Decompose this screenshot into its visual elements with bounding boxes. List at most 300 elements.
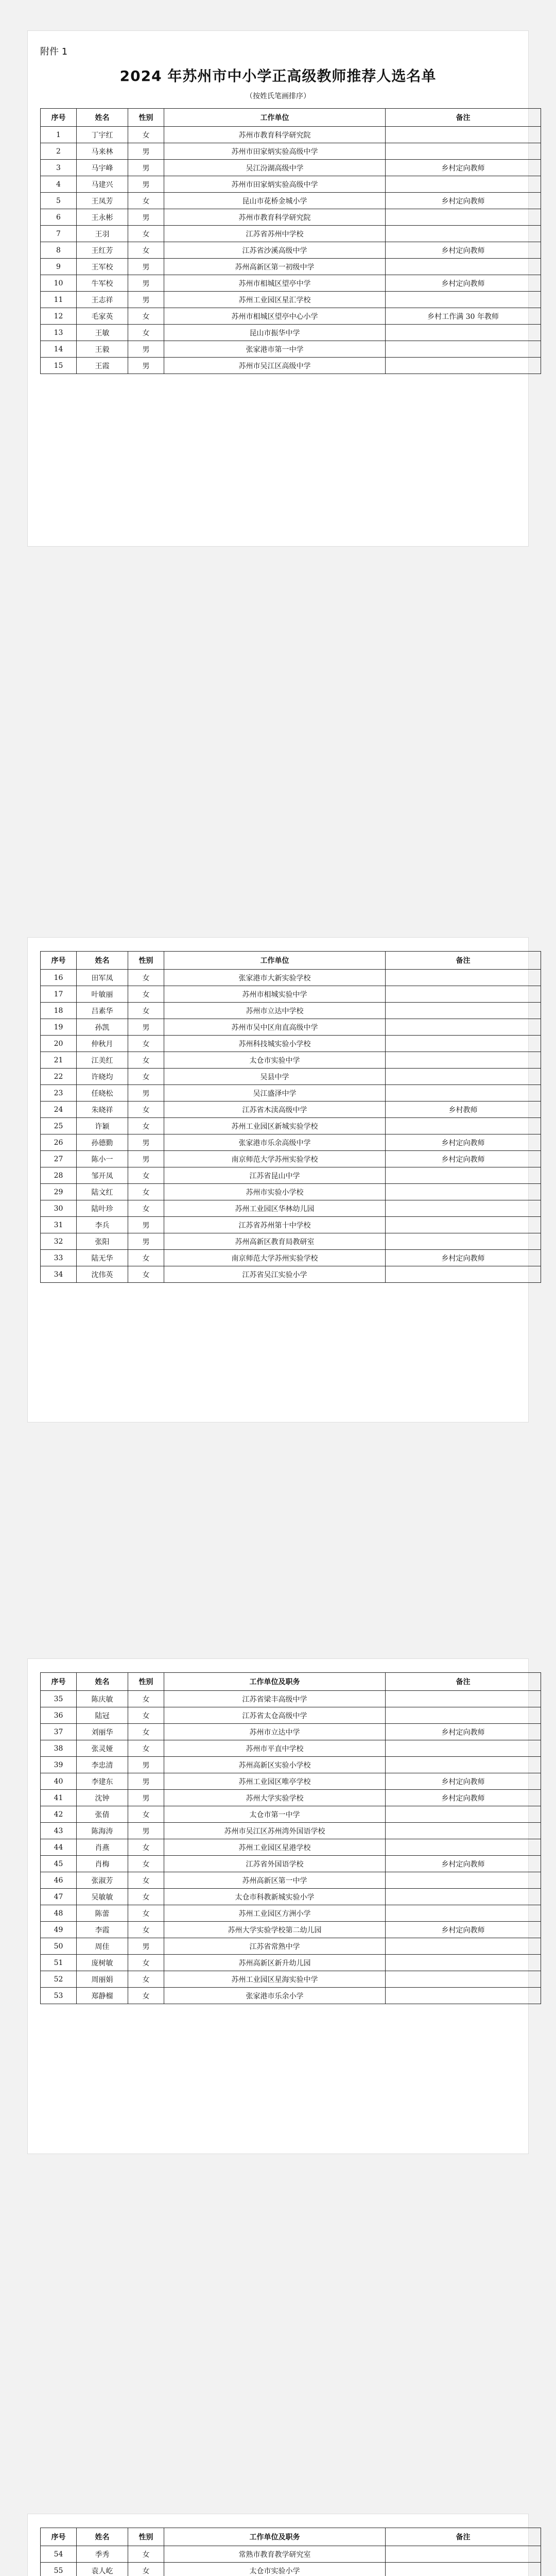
cell-gender: 女 [128, 1069, 164, 1085]
cell-index: 46 [41, 1872, 77, 1889]
cell-index: 38 [41, 1740, 77, 1757]
cell-unit: 苏州工业园区新城实验学校 [164, 1118, 386, 1134]
cell-remark [386, 1839, 541, 1856]
cell-name: 马来林 [77, 143, 128, 160]
cell-remark [386, 1019, 541, 1036]
header-index: 序号 [41, 2528, 77, 2546]
cell-remark [386, 209, 541, 226]
cell-unit: 江苏省苏州第十中学校 [164, 1217, 386, 1233]
cell-remark: 乡村定向教师 [386, 160, 541, 176]
cell-unit: 苏州高新区新升幼儿园 [164, 1955, 386, 1971]
cell-remark: 乡村定向教师 [386, 1790, 541, 1806]
cell-remark: 乡村定向教师 [386, 242, 541, 259]
cell-name: 王志祥 [77, 292, 128, 308]
cell-name: 丁宇红 [77, 127, 128, 143]
cell-name: 牛军校 [77, 275, 128, 292]
table-row [41, 1250, 541, 1266]
header-remark: 备注 [386, 2528, 541, 2546]
cell-gender: 女 [128, 1889, 164, 1905]
table-header-row [41, 109, 541, 127]
cell-unit: 苏州工业园区星港学校 [164, 1839, 386, 1856]
table-row [41, 970, 541, 986]
cell-unit: 苏州市教育科学研究院 [164, 209, 386, 226]
table-row [41, 176, 541, 193]
table-row [41, 1707, 541, 1724]
table-header-row [41, 2528, 541, 2546]
header-gender: 性别 [128, 952, 164, 970]
cell-name: 沈钟 [77, 1790, 128, 1806]
header-gender: 性别 [128, 1673, 164, 1691]
cell-name: 吴敏敏 [77, 1889, 128, 1905]
header-unit: 工作单位及职务 [164, 1673, 386, 1691]
cell-index: 16 [41, 970, 77, 986]
cell-name: 张淑芳 [77, 1872, 128, 1889]
cell-index: 15 [41, 358, 77, 374]
cell-name: 袁人屹 [77, 2563, 128, 2576]
cell-unit: 苏州市立达中学校 [164, 1003, 386, 1019]
cell-unit: 江苏省太仓高级中学 [164, 1707, 386, 1724]
cell-remark: 乡村工作满 30 年教师 [386, 308, 541, 325]
cell-name: 陈蕾 [77, 1905, 128, 1922]
cell-remark [386, 1217, 541, 1233]
cell-gender: 男 [128, 1217, 164, 1233]
header-name: 姓名 [77, 109, 128, 127]
cell-name: 许晓均 [77, 1069, 128, 1085]
cell-remark [386, 1118, 541, 1134]
cell-index: 6 [41, 209, 77, 226]
cell-name: 王军校 [77, 259, 128, 275]
cell-index: 14 [41, 341, 77, 358]
table-row [41, 1200, 541, 1217]
cell-index: 51 [41, 1955, 77, 1971]
cell-unit: 苏州高新区实验小学校 [164, 1757, 386, 1773]
cell-remark [386, 226, 541, 242]
cell-gender: 男 [128, 1134, 164, 1151]
table-row [41, 1740, 541, 1757]
cell-index: 50 [41, 1938, 77, 1955]
cell-gender: 女 [128, 308, 164, 325]
cell-name: 陆冠 [77, 1707, 128, 1724]
cell-gender: 女 [128, 970, 164, 986]
cell-gender: 男 [128, 1938, 164, 1955]
cell-gender: 男 [128, 160, 164, 176]
table-row [41, 1856, 541, 1872]
table-row [41, 308, 541, 325]
cell-index: 2 [41, 143, 77, 160]
cell-name: 郑静榴 [77, 1988, 128, 2004]
cell-index: 19 [41, 1019, 77, 1036]
cell-unit: 苏州科技城实验小学校 [164, 1036, 386, 1052]
cell-gender: 女 [128, 1036, 164, 1052]
cell-unit: 苏州大学实验学校第二幼儿园 [164, 1922, 386, 1938]
table-header-row [41, 1673, 541, 1691]
cell-name: 许颖 [77, 1118, 128, 1134]
table-row [41, 1134, 541, 1151]
cell-index: 28 [41, 1167, 77, 1184]
cell-gender: 男 [128, 292, 164, 308]
cell-unit: 吴江盛泽中学 [164, 1085, 386, 1101]
cell-remark: 乡村定向教师 [386, 1724, 541, 1740]
cell-name: 邹开凤 [77, 1167, 128, 1184]
cell-gender: 女 [128, 193, 164, 209]
cell-index: 18 [41, 1003, 77, 1019]
cell-unit: 苏州市吴中区甪直高级中学 [164, 1019, 386, 1036]
cell-name: 王霞 [77, 358, 128, 374]
cell-name: 肖燕 [77, 1839, 128, 1856]
cell-name: 王凤芳 [77, 193, 128, 209]
cell-index: 26 [41, 1134, 77, 1151]
cell-remark [386, 2546, 541, 2563]
cell-unit: 苏州市教育科学研究院 [164, 127, 386, 143]
cell-gender: 女 [128, 1839, 164, 1856]
cell-index: 9 [41, 259, 77, 275]
cell-index: 49 [41, 1922, 77, 1938]
cell-index: 47 [41, 1889, 77, 1905]
cell-gender: 男 [128, 1823, 164, 1839]
cell-index: 3 [41, 160, 77, 176]
cell-unit: 张家港市乐余小学 [164, 1988, 386, 2004]
cell-gender: 女 [128, 242, 164, 259]
candidate-table-3 [40, 1672, 541, 2004]
cell-index: 37 [41, 1724, 77, 1740]
cell-remark [386, 1233, 541, 1250]
cell-gender: 男 [128, 341, 164, 358]
cell-gender: 女 [128, 1184, 164, 1200]
cell-remark [386, 1938, 541, 1955]
table-row [41, 341, 541, 358]
cell-name: 李兵 [77, 1217, 128, 1233]
cell-name: 陆无华 [77, 1250, 128, 1266]
cell-name: 江美红 [77, 1052, 128, 1069]
cell-gender: 男 [128, 275, 164, 292]
document-subtitle: （按姓氏笔画排序） [246, 92, 310, 100]
table-row [41, 1839, 541, 1856]
cell-remark: 乡村定向教师 [386, 1922, 541, 1938]
page-2 [28, 938, 528, 1422]
cell-name: 陈庆敏 [77, 1691, 128, 1707]
cell-index: 10 [41, 275, 77, 292]
header-name: 姓名 [77, 1673, 128, 1691]
cell-index: 21 [41, 1052, 77, 1069]
cell-name: 田军凤 [77, 970, 128, 986]
cell-index: 17 [41, 986, 77, 1003]
cell-index: 23 [41, 1085, 77, 1101]
cell-index: 42 [41, 1806, 77, 1823]
cell-gender: 女 [128, 1691, 164, 1707]
cell-gender: 女 [128, 1806, 164, 1823]
cell-gender: 男 [128, 1757, 164, 1773]
table-row [41, 1938, 541, 1955]
cell-unit: 苏州市相城区望亭中学 [164, 275, 386, 292]
table-row [41, 1069, 541, 1085]
cell-name: 叶敏丽 [77, 986, 128, 1003]
cell-index: 8 [41, 242, 77, 259]
cell-name: 肖梅 [77, 1856, 128, 1872]
cell-remark: 乡村定向教师 [386, 1134, 541, 1151]
table-row [41, 1118, 541, 1134]
cell-index: 24 [41, 1101, 77, 1118]
table-row [41, 1217, 541, 1233]
cell-gender: 男 [128, 1151, 164, 1167]
cell-unit: 江苏省昆山中学 [164, 1167, 386, 1184]
cell-gender: 男 [128, 1773, 164, 1790]
table-row [41, 143, 541, 160]
cell-unit: 昆山市振华中学 [164, 325, 386, 341]
cell-remark [386, 127, 541, 143]
cell-remark [386, 2563, 541, 2576]
cell-unit: 苏州工业园区星汇学校 [164, 292, 386, 308]
header-gender: 性别 [128, 109, 164, 127]
cell-name: 朱晓祥 [77, 1101, 128, 1118]
cell-name: 陆叶珍 [77, 1200, 128, 1217]
cell-index: 32 [41, 1233, 77, 1250]
cell-index: 20 [41, 1036, 77, 1052]
header-gender: 性别 [128, 2528, 164, 2546]
cell-unit: 苏州工业园区华林幼儿园 [164, 1200, 386, 1217]
cell-remark: 乡村定向教师 [386, 1856, 541, 1872]
header-name: 姓名 [77, 952, 128, 970]
cell-remark [386, 358, 541, 374]
cell-gender: 男 [128, 143, 164, 160]
table-row [41, 1806, 541, 1823]
cell-remark [386, 1740, 541, 1757]
cell-gender: 女 [128, 226, 164, 242]
header-remark: 备注 [386, 109, 541, 127]
cell-unit: 南京师范大学苏州实验学校 [164, 1250, 386, 1266]
cell-remark: 乡村定向教师 [386, 1773, 541, 1790]
cell-gender: 女 [128, 1266, 164, 1283]
cell-index: 45 [41, 1856, 77, 1872]
table-row [41, 1988, 541, 2004]
cell-remark: 乡村定向教师 [386, 1151, 541, 1167]
cell-gender: 女 [128, 1988, 164, 2004]
cell-name: 李建东 [77, 1773, 128, 1790]
header-unit: 工作单位及职务 [164, 2528, 386, 2546]
cell-index: 55 [41, 2563, 77, 2576]
cell-name: 仲秋月 [77, 1036, 128, 1052]
page-3 [28, 1659, 528, 2154]
cell-unit: 江苏省常熟中学 [164, 1938, 386, 1955]
cell-remark [386, 1806, 541, 1823]
cell-name: 陈海涛 [77, 1823, 128, 1839]
cell-remark [386, 1707, 541, 1724]
cell-unit: 常熟市教育教学研究室 [164, 2546, 386, 2563]
cell-gender: 男 [128, 1790, 164, 1806]
cell-index: 1 [41, 127, 77, 143]
table-row [41, 2563, 541, 2576]
cell-index: 36 [41, 1707, 77, 1724]
table-row [41, 1691, 541, 1707]
cell-name: 孙凯 [77, 1019, 128, 1036]
table-row [41, 1019, 541, 1036]
header-index: 序号 [41, 1673, 77, 1691]
header-index: 序号 [41, 109, 77, 127]
table-row [41, 1167, 541, 1184]
cell-gender: 女 [128, 1167, 164, 1184]
cell-gender: 女 [128, 1872, 164, 1889]
table-row [41, 1872, 541, 1889]
cell-unit: 苏州市实验小学校 [164, 1184, 386, 1200]
cell-unit: 吴县中学 [164, 1069, 386, 1085]
table-row [41, 226, 541, 242]
cell-name: 王敏 [77, 325, 128, 341]
cell-remark: 乡村教师 [386, 1101, 541, 1118]
page-1 [28, 31, 528, 546]
cell-remark [386, 1184, 541, 1200]
cell-unit: 江苏省梁丰高级中学 [164, 1691, 386, 1707]
cell-gender: 女 [128, 325, 164, 341]
cell-gender: 女 [128, 1724, 164, 1740]
table-row [41, 160, 541, 176]
cell-index: 29 [41, 1184, 77, 1200]
cell-index: 44 [41, 1839, 77, 1856]
cell-gender: 女 [128, 1971, 164, 1988]
table-row [41, 1266, 541, 1283]
cell-unit: 苏州市相城区望亭中心小学 [164, 308, 386, 325]
cell-index: 53 [41, 1988, 77, 2004]
cell-gender: 女 [128, 2546, 164, 2563]
cell-gender: 男 [128, 259, 164, 275]
cell-unit: 张家港市乐余高级中学 [164, 1134, 386, 1151]
header-remark: 备注 [386, 952, 541, 970]
table-row [41, 1052, 541, 1069]
page-4 [28, 2514, 528, 2576]
cell-remark: 乡村定向教师 [386, 193, 541, 209]
cell-index: 41 [41, 1790, 77, 1806]
table-row [41, 292, 541, 308]
cell-unit: 张家港市大新实验学校 [164, 970, 386, 986]
cell-name: 刘丽华 [77, 1724, 128, 1740]
header-name: 姓名 [77, 2528, 128, 2546]
cell-name: 周佳 [77, 1938, 128, 1955]
header-index: 序号 [41, 952, 77, 970]
cell-index: 7 [41, 226, 77, 242]
cell-remark [386, 1757, 541, 1773]
cell-index: 27 [41, 1151, 77, 1167]
cell-remark [386, 1691, 541, 1707]
cell-index: 25 [41, 1118, 77, 1134]
table-row [41, 1773, 541, 1790]
cell-gender: 女 [128, 1003, 164, 1019]
cell-unit: 苏州大学实验学校 [164, 1790, 386, 1806]
cell-unit: 江苏省吴江实验小学 [164, 1266, 386, 1283]
table-row [41, 1823, 541, 1839]
cell-index: 12 [41, 308, 77, 325]
table-row [41, 209, 541, 226]
cell-unit: 吴江汾湖高级中学 [164, 160, 386, 176]
cell-unit: 苏州市田家炳实验高级中学 [164, 176, 386, 193]
candidate-table-1 [40, 108, 541, 374]
cell-remark [386, 1200, 541, 1217]
cell-remark [386, 1988, 541, 2004]
cell-gender: 女 [128, 1118, 164, 1134]
cell-index: 48 [41, 1905, 77, 1922]
table-row [41, 1151, 541, 1167]
table-row [41, 1971, 541, 1988]
cell-name: 张阳 [77, 1233, 128, 1250]
table-header-row [41, 952, 541, 970]
cell-unit: 苏州市田家炳实验高级中学 [164, 143, 386, 160]
table-row [41, 1724, 541, 1740]
cell-index: 11 [41, 292, 77, 308]
cell-index: 35 [41, 1691, 77, 1707]
cell-remark [386, 143, 541, 160]
cell-index: 39 [41, 1757, 77, 1773]
cell-remark [386, 176, 541, 193]
cell-gender: 女 [128, 1922, 164, 1938]
table-row [41, 1790, 541, 1806]
cell-gender: 女 [128, 1856, 164, 1872]
cell-unit: 苏州高新区第一初级中学 [164, 259, 386, 275]
cell-name: 季秀 [77, 2546, 128, 2563]
cell-name: 李霞 [77, 1922, 128, 1938]
cell-name: 王羽 [77, 226, 128, 242]
cell-remark [386, 1003, 541, 1019]
cell-gender: 女 [128, 1707, 164, 1724]
table-row [41, 1757, 541, 1773]
cell-remark [386, 1905, 541, 1922]
table-row [41, 1955, 541, 1971]
cell-index: 31 [41, 1217, 77, 1233]
table-row [41, 325, 541, 341]
cell-remark: 乡村定向教师 [386, 275, 541, 292]
table-row [41, 259, 541, 275]
cell-unit: 太仓市第一中学 [164, 1806, 386, 1823]
cell-unit: 江苏省木渎高级中学 [164, 1101, 386, 1118]
cell-name: 沈伟英 [77, 1266, 128, 1283]
document-title: 2024 年苏州市中小学正高级教师推荐人选名单 [119, 67, 437, 84]
cell-gender: 女 [128, 2563, 164, 2576]
cell-gender: 女 [128, 1955, 164, 1971]
cell-unit: 苏州高新区第一中学 [164, 1872, 386, 1889]
cell-remark: 乡村定向教师 [386, 1250, 541, 1266]
cell-remark [386, 1069, 541, 1085]
cell-name: 庞树敏 [77, 1955, 128, 1971]
candidate-table-4 [40, 2528, 541, 2576]
cell-name: 吕素华 [77, 1003, 128, 1019]
cell-unit: 苏州市立达中学 [164, 1724, 386, 1740]
cell-unit: 南京师范大学苏州实验学校 [164, 1151, 386, 1167]
cell-name: 周丽娟 [77, 1971, 128, 1988]
cell-remark [386, 292, 541, 308]
cell-unit: 苏州市吴江区高级中学 [164, 358, 386, 374]
table-row [41, 1889, 541, 1905]
cell-index: 54 [41, 2546, 77, 2563]
cell-index: 43 [41, 1823, 77, 1839]
cell-name: 张灵娅 [77, 1740, 128, 1757]
cell-name: 马建兴 [77, 176, 128, 193]
cell-name: 王永彬 [77, 209, 128, 226]
cell-remark [386, 1889, 541, 1905]
table-row [41, 1085, 541, 1101]
cell-remark [386, 1823, 541, 1839]
cell-gender: 男 [128, 358, 164, 374]
table-row [41, 1184, 541, 1200]
cell-unit: 苏州工业园区唯亭学校 [164, 1773, 386, 1790]
table-row [41, 1905, 541, 1922]
cell-unit: 江苏省外国语学校 [164, 1856, 386, 1872]
cell-name: 王毅 [77, 341, 128, 358]
cell-index: 5 [41, 193, 77, 209]
cell-unit: 江苏省沙溪高级中学 [164, 242, 386, 259]
cell-unit: 太仓市实验中学 [164, 1052, 386, 1069]
cell-gender: 男 [128, 209, 164, 226]
cell-remark [386, 259, 541, 275]
table-row [41, 1922, 541, 1938]
cell-index: 13 [41, 325, 77, 341]
cell-name: 任晓松 [77, 1085, 128, 1101]
cell-gender: 男 [128, 1233, 164, 1250]
